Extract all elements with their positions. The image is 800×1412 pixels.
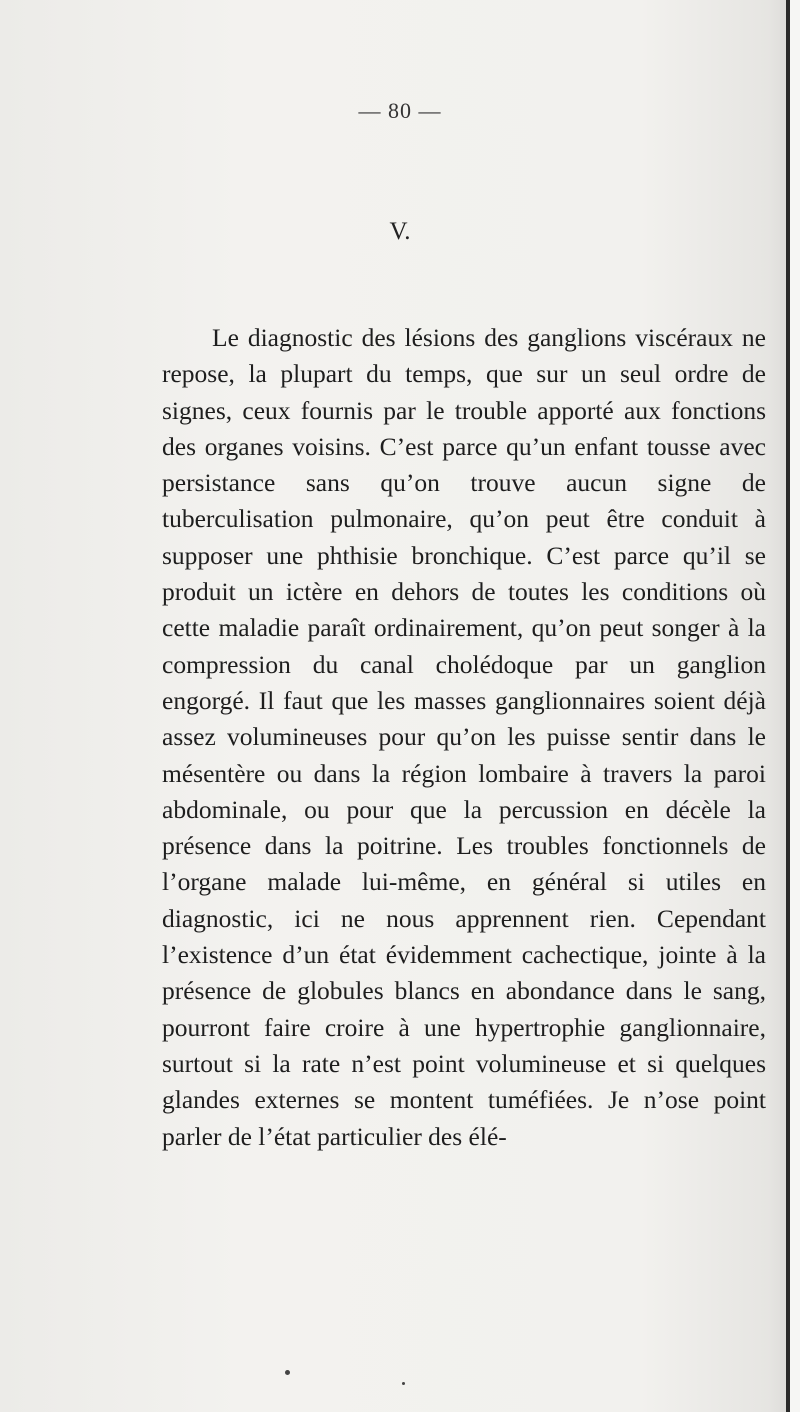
ink-speck <box>402 1382 405 1385</box>
ink-speck <box>285 1370 290 1375</box>
page-number: — 80 — <box>358 98 442 123</box>
body-paragraph: Le diagnostic des lésions des ganglions viscéraux ne repose, la plupart du temps, que sur un seul ordre de signes, ceux fournis par le trouble apporté aux fonctions des organes voisins. C’est parce qu’un enfant tousse avec persistance sans qu’on trouve aucun signe de tuberculisation pulmonaire, qu’on peut être conduit à supposer une phthisie bronchique. C’est parce qu’il se produit un ictère en dehors de toutes les conditions où cette maladie paraît ordinairement, qu’on peut songer à la compression du canal cholédoque par un ganglion engorgé. Il faut que les masses ganglionnaires soient déjà assez volumineuses pour qu’on les puisse sentir dans le mésentère ou dans la région lombaire à travers la paroi abdominale, ou pour que la percussion en décèle la présence dans la poitrine. Les troubles fonctionnels de l’organe malade lui-même, en général si utiles en diagnostic, ici ne nous apprennent rien. Cependant l’existence d’un état évidemment cachectique, jointe à la présence de globules blancs en abondance dans le sang, pourront faire croire à une hypertrophie ganglionnaire, surtout si la rate n’est point volumineuse et si quelques glandes externes se montent tuméfiées. Je n’ose point parler de l’état particulier des élé- <box>162 323 766 1151</box>
section-heading: V. <box>389 218 411 245</box>
page-binding-edge <box>786 0 790 1412</box>
adjacent-page-strip <box>790 0 800 1412</box>
